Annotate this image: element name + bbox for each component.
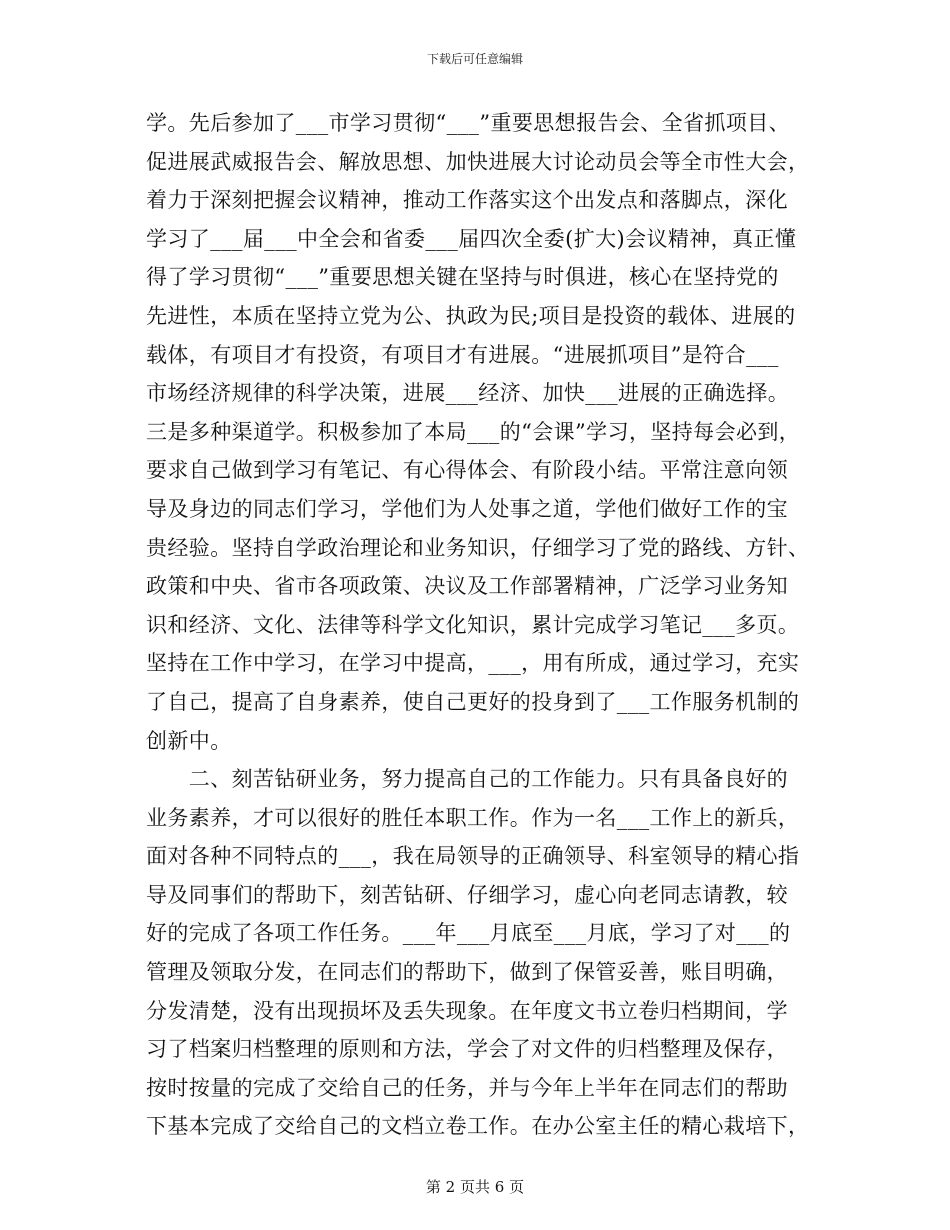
text-line: 先进性，本质在坚持立党为公、执政为民;项目是投资的载体、进展的 (146, 303, 796, 328)
text-line: 识和经济、文化、法律等科学文化知识，累计完成学习笔记___多页。 (146, 612, 800, 637)
text-line: 着力于深刻把握会议精神，推动工作落实这个出发点和落脚点，深化 (146, 188, 788, 213)
text-line: 导及身边的同志们学习，学他们为人处事之道，学他们做好工作的宝 (146, 496, 788, 521)
text-line: 市场经济规律的科学决策，进展___经济、加快___进展的正确选择。 (146, 381, 790, 406)
text-line: 习了档案归档整理的原则和方法，学会了对文件的归档整理及保存， (146, 1037, 788, 1062)
text-line: 面对各种不同特点的___，我在局领导的正确领导、科室领导的精心指 (146, 844, 800, 869)
text-line: 了自己，提高了自身素养，使自己更好的投身到了___工作服务机制的 (146, 689, 800, 714)
text-line: 促进展武威报告会、解放思想、加快进展大讨论动员会等全市性大会， (146, 149, 810, 174)
text-line: 好的完成了各项工作任务。___年___月底至___月底，学习了对___的 (146, 921, 791, 946)
text-line: 导及同事们的帮助下，刻苦钻研、仔细学习，虚心向老同志请教，较 (146, 882, 788, 907)
document-body (146, 104, 816, 1146)
text-line: 贵经验。坚持自学政治理论和业务知识，仔细学习了党的路线、方针、 (146, 535, 810, 560)
page-header-note: 下载后可任意编辑 (426, 52, 523, 66)
text-line: 分发清楚，没有出现损坏及丢失现象。在年度文书立卷归档期间，学 (146, 998, 788, 1023)
text-line: 按时按量的完成了交给自己的任务，并与今年上半年在同志们的帮助 (146, 1075, 788, 1100)
text-line: 载体，有项目才有投资，有项目才有进展。“进展抓项目”是符合___ (146, 342, 779, 367)
text-line: 得了学习贯彻“___”重要思想关键在坚持与时俱进，核心在坚持党的 (146, 265, 779, 290)
text-line: 下基本完成了交给自己的文档立卷工作。在办公室主任的精心栽培下， (146, 1114, 810, 1139)
text-line: 政策和中央、省市各项政策、决议及工作部署精神，广泛学习业务知 (146, 574, 788, 599)
text-line: 要求自己做到学习有笔记、有心得体会、有阶段小结。平常注意向领 (146, 458, 788, 483)
text-line: 学习了___届___中全会和省委___届四次全委(扩大)会议精神，真正懂 (146, 226, 797, 251)
page-number: 第 2 页共 6 页 (425, 1178, 525, 1196)
text-line: 创新中。 (146, 728, 232, 753)
text-line: 三是多种渠道学。积极参加了本局___的“会课”学习，坚持每会必到， (146, 419, 801, 444)
text-line: 管理及领取分发，在同志们的帮助下，做到了保管妥善，账目明确， (146, 960, 788, 985)
text-line: 坚持在工作中学习，在学习中提高，___，用有所成，通过学习，充实 (146, 651, 800, 676)
text-line: 二、刻苦钻研业务，努力提高自己的工作能力。只有具备良好的 (146, 767, 788, 792)
text-line: 业务素养，才可以很好的胜任本职工作。作为一名___工作上的新兵， (146, 805, 800, 830)
text-line: 学。先后参加了___市学习贯彻“___”重要思想报告会、全省抓项目、 (146, 111, 791, 135)
